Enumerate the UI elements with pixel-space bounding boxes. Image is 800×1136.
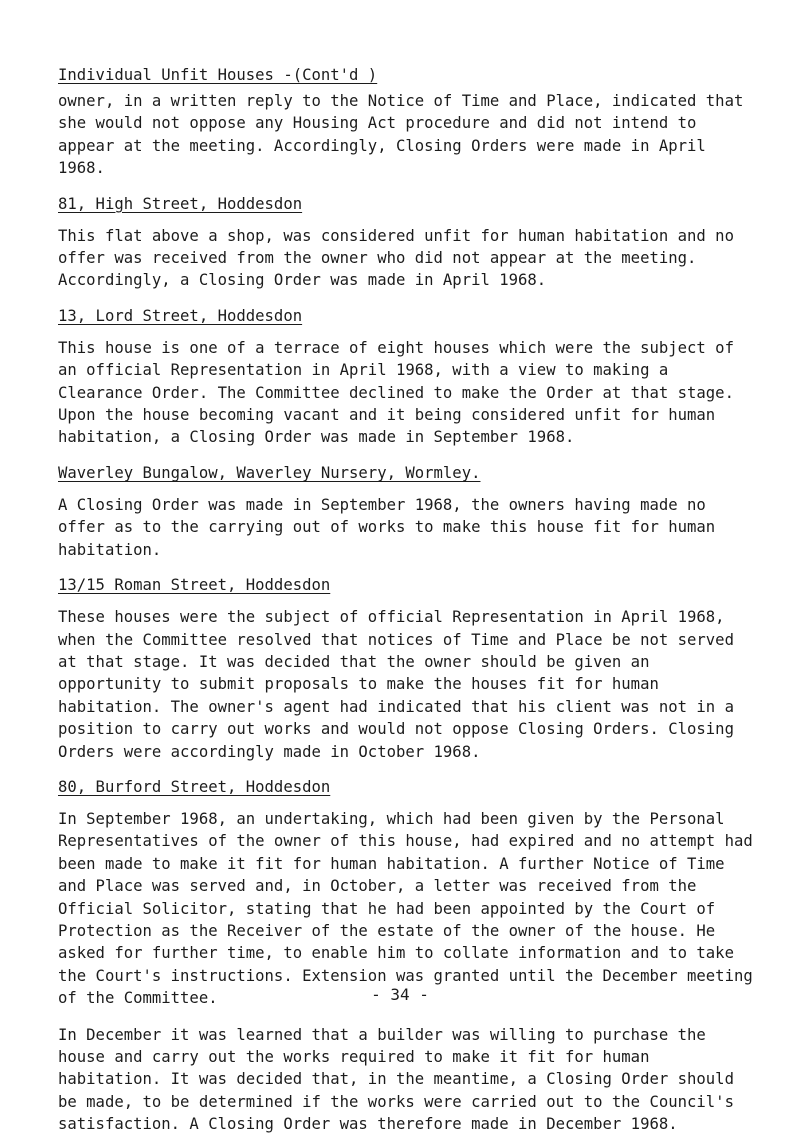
section-heading: 80, Burford Street, Hoddesdon bbox=[58, 777, 331, 796]
section-heading: 81, High Street, Hoddesdon bbox=[58, 194, 303, 213]
section-heading: 13/15 Roman Street, Hoddesdon bbox=[58, 576, 331, 595]
intro-paragraph: owner, in a written reply to the Notice of Time and Place, indicated that she would not oppose any Housing Act procedure and did not intend to appear at the meeting. Accordingly, Closing Orders were made in April 1968. bbox=[58, 92, 744, 178]
section-heading: 13, Lord Street, Hoddesdon bbox=[58, 306, 303, 325]
section-paragraph: A Closing Order was made in September 1968, the owners having made no offer as to the carrying out of works to make this house fit for human habitation. bbox=[58, 495, 716, 559]
section-paragraph: This flat above a shop, was considered unfit for human habitation and no offer was received from the owner who did not appear at the meeting. Accordingly, a Closing Order was made in April 1968. bbox=[58, 226, 734, 290]
section-paragraph: This house is one of a terrace of eight houses which were the subject of an official Representation in April 1968, with a view to making a Clearance Order. The Committee declined to make the Order at that stage. Upon the house becoming vacant and it being considered unfit for human habitation, a Closing Order was made in September 1968. bbox=[58, 338, 734, 447]
page-title: Individual Unfit Houses -(Cont'd ) bbox=[58, 66, 378, 84]
section-paragraph: These houses were the subject of official Representation in April 1968, when the Committee resolved that notices of Time and Place be not served at that stage. It was decided that the owner should be given an opportunity to submit proposals to make the houses fit for human habitation. The owner's agent had indicated that his client was not in a position to carry out works and would not oppose Closing Orders. Closing Orders were accordingly made in October 1968. bbox=[58, 608, 734, 761]
section-13-lord-street bbox=[58, 305, 758, 449]
document-page bbox=[58, 64, 758, 1136]
section-13-15-roman-street bbox=[58, 574, 758, 763]
section-heading: Waverley Bungalow, Waverley Nursery, Wormley. bbox=[58, 463, 481, 482]
section-paragraph: In September 1968, an undertaking, which had been given by the Personal Representatives of the owner of this house, had expired and no attempt had been made to make it fit for human habitation. A further Notice of Time and Place was served and, in October, a letter was received from the Official Solicitor, stating that he had been appointed by the Court of Protection as the Receiver of the estate of the owner of the house. He asked for further time, to enable him to collate information and to take the Court's instructions. Extension was granted until the December meeting of the Committee. bbox=[58, 809, 753, 1008]
section-80-burford-street bbox=[58, 776, 758, 1010]
section-81-high-street bbox=[58, 193, 758, 292]
page-number: - 34 - bbox=[371, 985, 429, 1004]
closing-paragraph: In December it was learned that a builder was willing to purchase the house and carry out the works required to make it fit for human habitation. It was decided that, in the meantime, a Closing Order should be made, to be determined if the works were carried out to the Council's satisfaction. A Closing Order was therefore made in December 1968. bbox=[58, 1025, 734, 1134]
section-waverley-bungalow bbox=[58, 462, 758, 561]
